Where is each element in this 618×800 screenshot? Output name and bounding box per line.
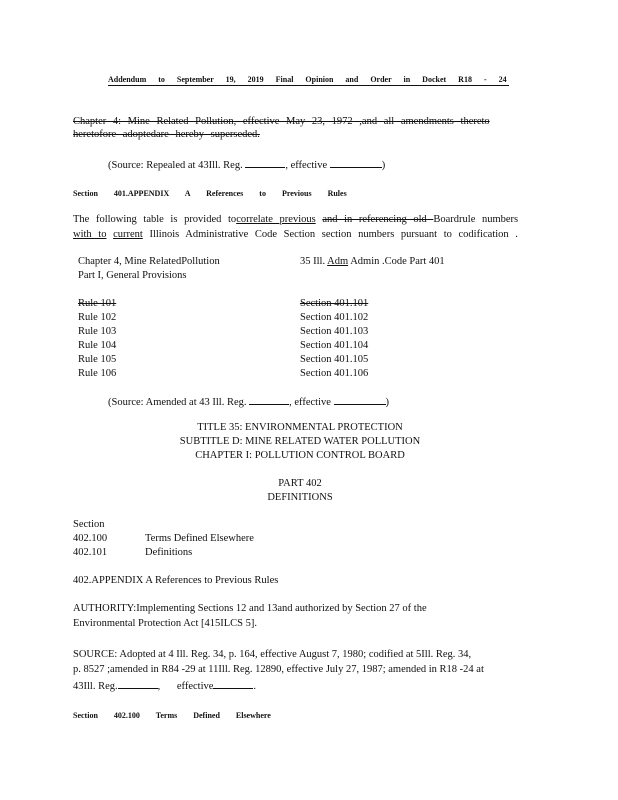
table-row-rule: Rule 106 (78, 368, 117, 379)
para-line1-a: The following table is provided to (73, 214, 237, 225)
source-line1: SOURCE: Adopted at 4 Ill. Reg. 34, p. 164, effective August 7, 1980; codified at 5Ill. Reg. 34, (73, 649, 472, 660)
source-amended (108, 395, 389, 408)
blank-effective (213, 679, 253, 689)
source-line3-d: . (253, 681, 257, 692)
para-line2 (73, 229, 518, 240)
source-amended-effective: , effective (289, 397, 331, 408)
table-right-head-b: Adm (327, 256, 349, 267)
blank-effective (330, 158, 382, 168)
para-line2-a: with to (73, 229, 107, 240)
source-line3-b: , (157, 681, 161, 692)
toc-appendix: 402.APPENDIX A References to Previous Rules (73, 575, 279, 586)
header-text: Addendum to September 19, 2019 Final Opinion and Order in Docket R18 - 24 (108, 75, 507, 84)
section-401-appendix-heading: Section 401.APPENDIX A References to Previous Rules (73, 189, 347, 198)
para-line1-c: and in referencing old (322, 214, 434, 225)
blank-reg (118, 679, 158, 689)
table-row-section: Section 401.105 (300, 354, 369, 365)
blank-reg (245, 158, 285, 168)
table-row-rule: Rule 101 (78, 298, 117, 309)
toc-num: 402.100 (73, 533, 108, 544)
source-line2: p. 8527 ;amended in R84 -29 at 11Ill. Reg. 12890, effective July 27, 1987; amended in R18 -24 at (73, 664, 484, 675)
part-number: PART 402 (278, 478, 322, 489)
table-left-head1: Chapter 4, Mine RelatedPollution (78, 256, 220, 267)
table-row-rule: Rule 103 (78, 326, 117, 337)
para-line2-c: Illinois Administrative Code Section section numbers pursuant to codification . (149, 229, 518, 240)
table-row-section: Section 401.101 (300, 298, 369, 309)
source-line3 (73, 679, 256, 692)
title-line3: CHAPTER I: POLLUTION CONTROL BOARD (195, 450, 405, 461)
document-header (108, 75, 509, 86)
title-line2: SUBTITLE D: MINE RELATED WATER POLLUTION (179, 436, 421, 447)
table-right-head (300, 256, 445, 267)
toc-num: 402.101 (73, 547, 108, 558)
table-row-section: Section 401.103 (300, 326, 369, 337)
table-row-section: Section 401.104 (300, 340, 369, 351)
source-repealed (108, 158, 385, 171)
authority-line2: Environmental Protection Act [415ILCS 5]. (73, 618, 258, 629)
table-row-section: Section 401.102 (300, 312, 369, 323)
table-right-head-c: Admin .Code Part 401 (350, 256, 445, 267)
chapter4-line1: Chapter 4: Mine Related Pollution, effective May 23, 1972 ,and all amendments thereto (73, 116, 490, 127)
authority-line1: AUTHORITY:Implementing Sections 12 and 13and authorized by Section 27 of the (73, 603, 427, 614)
source-line3-c: effective (176, 681, 214, 692)
toc-label: Definitions (145, 547, 193, 558)
source-repealed-close: ) (381, 160, 386, 171)
para-line2-b: current (113, 229, 143, 240)
source-repealed-text: (Source: Repealed at 43Ill. Reg. (108, 160, 243, 171)
chapter4-line2: heretofore adoptedare hereby superseded. (73, 129, 260, 140)
para-line1-d: Boardrule numbers (433, 214, 519, 225)
para-line1 (73, 214, 518, 225)
source-line3-a: 43Ill. Reg. (73, 681, 118, 692)
table-right-head-a: 35 Ill. (300, 256, 326, 267)
source-repealed-effective: , effective (285, 160, 328, 171)
source-amended-close: ) (385, 397, 390, 408)
toc-heading: Section (73, 519, 105, 530)
table-row-rule: Rule 102 (78, 312, 117, 323)
toc-label: Terms Defined Elsewhere (145, 533, 254, 544)
blank-reg (249, 395, 289, 405)
table-left-head2: Part I, General Provisions (78, 270, 187, 281)
blank-effective (334, 395, 386, 405)
table-row-section: Section 401.106 (300, 368, 369, 379)
section-402-100-heading: Section 402.100 Terms Defined Elsewhere (73, 711, 271, 720)
table-row-rule: Rule 104 (78, 340, 117, 351)
para-line1-b: correlate previous (236, 214, 316, 225)
title-line1: TITLE 35: ENVIRONMENTAL PROTECTION (197, 422, 403, 433)
source-amended-text: (Source: Amended at 43 Ill. Reg. (108, 397, 247, 408)
table-row-rule: Rule 105 (78, 354, 117, 365)
part-title: DEFINITIONS (267, 492, 333, 503)
